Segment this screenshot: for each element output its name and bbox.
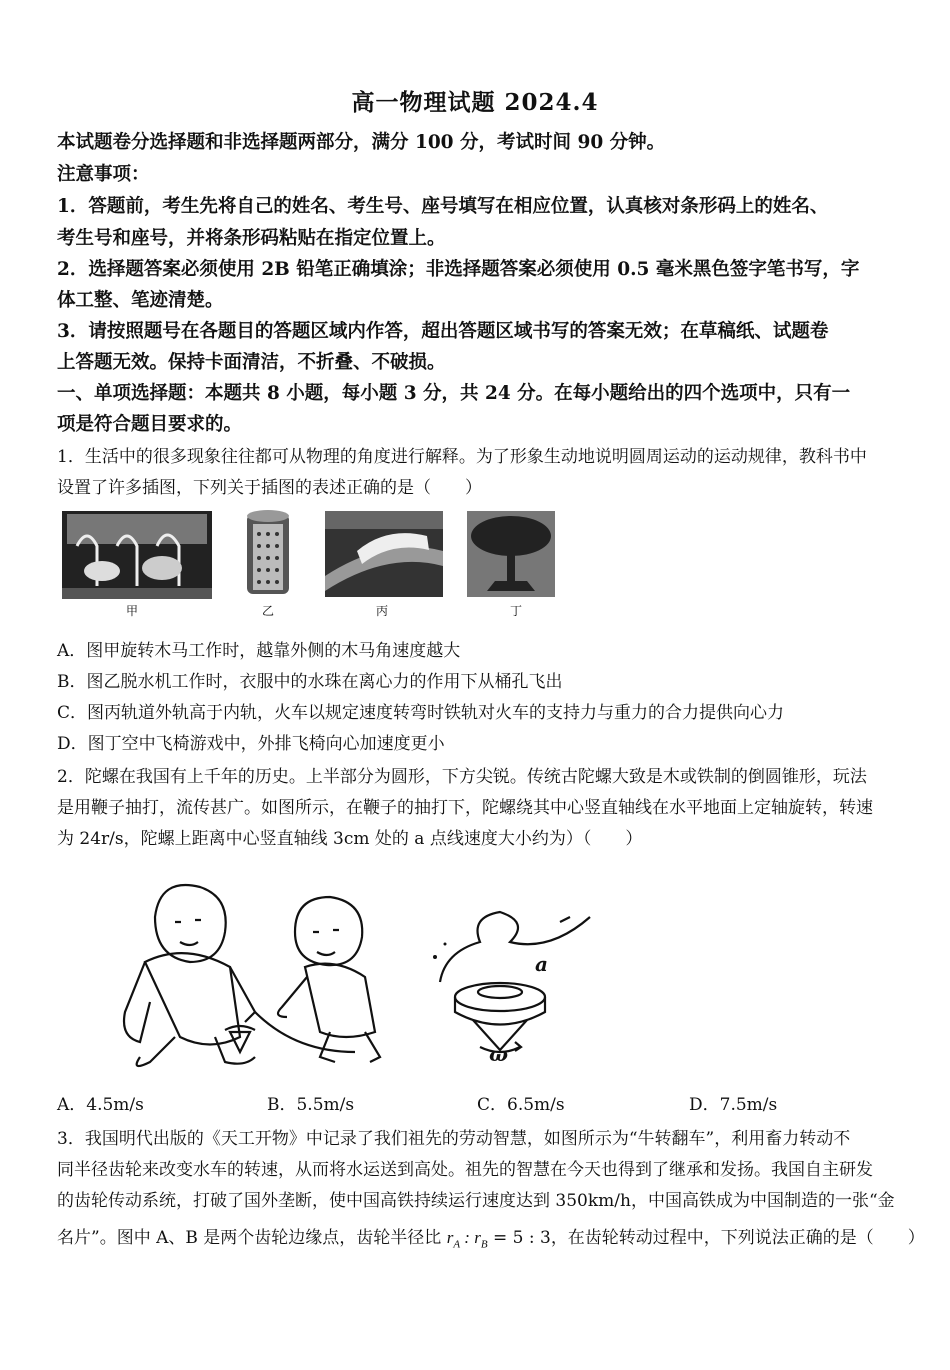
q3-stem-part-2: ，在齿轮转动过程中，下列说法正确的是（ ）	[550, 1228, 925, 1248]
q1-option-a: A．图甲旋转木马工作时，越靠外侧的木马角速度越大	[57, 641, 461, 661]
subscript-b: B	[480, 1238, 488, 1251]
caption-ding: 丁	[510, 604, 523, 618]
page-title: 高一物理试题 2024.4	[351, 89, 599, 116]
q2-option-c: C．6.5m/s	[477, 1095, 565, 1115]
section-1-heading-line-2: 项是符合题目要求的。	[57, 414, 243, 435]
omega-label: ω	[489, 1042, 509, 1066]
train-curve-photo	[325, 511, 443, 597]
flying-chairs-photo	[467, 511, 555, 597]
section-1-heading-line-1: 一、单项选择题：本题共 8 小题，每小题 3 分，共 24 分。在每小题给出的四个选项中，只有一	[57, 383, 851, 404]
q2-stem-line-3: 为 24r/s，陀螺上距离中心竖直轴线 3cm 处的 a 点线速度大小约为）（ ）	[57, 829, 643, 849]
q1-option-c: C．图丙轨道外轨高于内轨，火车以规定速度转弯时铁轨对火车的支持力与重力的合力提供向心力	[57, 703, 785, 723]
note-2-line-2: 体工整、笔迹清楚。	[57, 290, 224, 311]
note-1-line-2: 考生号和座号，并将条形码粘贴在指定位置上。	[57, 228, 446, 249]
q2-option-a: A．4.5m/s	[57, 1095, 144, 1115]
q3-stem-part-1: 名片”。图中 A、B 是两个齿轮边缘点，齿轮半径比	[57, 1228, 442, 1248]
carousel-photo	[62, 511, 212, 599]
q1-stem-line-1: 1．生活中的很多现象往往都可从物理的角度进行解释。为了形象生动地说明圆周运动的运动规律，教科书中	[57, 447, 867, 467]
radius-symbol-a: r	[446, 1228, 454, 1247]
subscript-a: A	[453, 1238, 461, 1251]
caption-bing: 丙	[376, 604, 389, 618]
q2-option-b: B．5.5m/s	[267, 1095, 355, 1115]
caption-jia: 甲	[126, 604, 139, 618]
caption-yi: 乙	[262, 604, 275, 618]
children-drawing	[124, 885, 380, 1066]
q1-option-b: B．图乙脱水机工作时，衣服中的水珠在离心力的作用下从桶孔飞出	[57, 672, 563, 692]
point-a-label: a	[535, 952, 548, 976]
radius-symbol-b: r	[474, 1228, 481, 1247]
q3-stem-line-4	[57, 1223, 925, 1250]
q3-stem-line-2: 同半径齿轮来改变水车的转速，从而将水运送到高处。祖先的智慧在今天也得到了继承和发扬。我国自主研发	[57, 1160, 873, 1180]
exam-summary: 本试题卷分选择题和非选择题两部分，满分 100 分，考试时间 90 分钟。	[57, 132, 666, 153]
dryer-drum-photo	[247, 510, 289, 594]
q1-stem-line-2: 设置了许多插图，下列关于插图的表述正确的是（ ）	[57, 478, 482, 498]
q3-stem-line-1: 3．我国明代出版的《天工开物》中记录了我们祖先的劳动智慧，如图所示为“牛转翻车”，利用畜力转动不	[57, 1129, 851, 1149]
notes-heading: 注意事项：	[57, 164, 150, 185]
q2-stem-line-2: 是用鞭子抽打，流传甚广。如图所示，在鞭子的抽打下，陀螺绕其中心竖直轴线在水平地面上定轴旋转，转速	[57, 798, 873, 818]
q3-stem-line-3: 的齿轮传动系统，打破了国外垄断，使中国高铁持续运行速度达到 350km/h，中国高铁成为中国制造的一张“金	[57, 1191, 895, 1211]
note-3-line-1: 3．请按照题号在各题目的答题区域内作答，超出答题区域书写的答案无效；在草稿纸、试题卷	[57, 321, 829, 342]
top-diagram	[440, 912, 590, 1052]
note-3-line-2: 上答题无效。保持卡面清洁，不折叠、不破损。	[57, 352, 446, 373]
radius-ratio: $r_A$ : $r_B$	[446, 1228, 488, 1251]
q1-option-d: D．图丁空中飞椅游戏中，外排飞椅向心加速度更小	[57, 734, 445, 754]
note-1-line-1: 1．答题前，考生先将自己的姓名、考生号、座号填写在相应位置，认真核对条形码上的姓名、	[57, 196, 829, 217]
q2-stem-line-1: 2．陀螺在我国有上千年的历史。上半部分为圆形，下方尖锐。传统古陀螺大致是木或铁制的倒圆锥形，玩法	[57, 767, 867, 787]
q2-option-d: D．7.5m/s	[689, 1095, 778, 1115]
ratio-value: = 5 : 3	[492, 1228, 551, 1248]
note-2-line-1: 2．选择题答案必须使用 2B 铅笔正确填涂；非选择题答案必须使用 0.5 毫米黑色签字笔书写，字	[57, 259, 860, 280]
